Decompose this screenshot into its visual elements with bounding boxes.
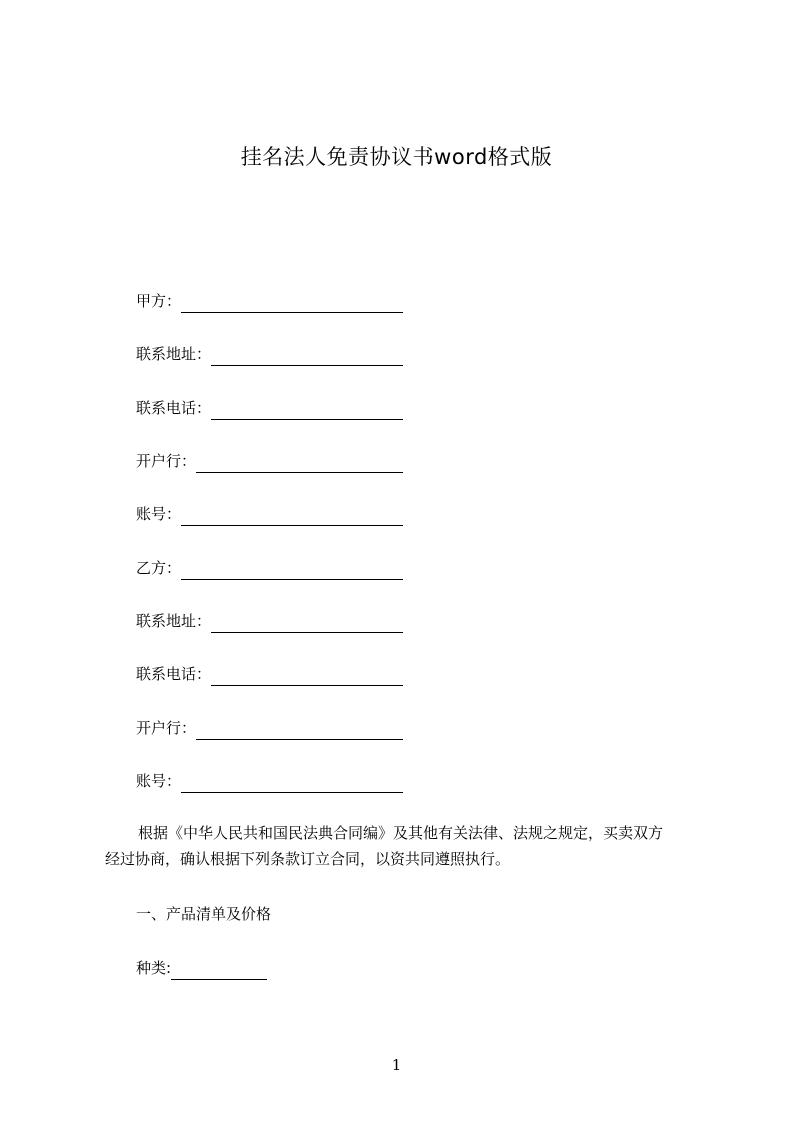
party-a-account-label: 账号： [136,505,182,523]
document-title: 挂名法人免责协议书word格式版 [240,145,553,169]
party-a-phone-blank[interactable] [211,401,403,420]
party-b-bank-label: 开户行： [136,719,197,737]
intro-line-2: 经过协商，确认根据下列条款订立合同，以资共同遵照执行。 [105,850,511,868]
party-a-account-blank[interactable] [181,507,403,526]
party-a-bank-label: 开户行： [136,452,197,470]
party-a-bank-field [136,449,403,473]
party-a-address-blank[interactable] [211,347,403,366]
party-b-phone-blank[interactable] [211,667,403,686]
party-a-phone-label: 联系电话： [136,399,212,417]
party-b-bank-blank[interactable] [196,721,403,740]
intro-line-1: 根据《中华人民共和国民法典合同编》及其他有关法律、法规之规定，买卖双方 [138,824,664,842]
party-a-address-label: 联系地址： [136,345,212,363]
page-number: 1 [391,1056,402,1074]
party-b-phone-label: 联系电话： [136,665,212,683]
party-b-account-label: 账号： [136,772,182,790]
party-a-name-label: 甲方： [136,292,182,310]
party-b-name-label: 乙方： [136,559,182,577]
party-a-address-field [136,342,403,366]
party-b-account-blank[interactable] [181,774,403,793]
party-b-address-field [136,609,403,633]
party-b-account-field [136,769,403,793]
party-a-name-blank[interactable] [181,294,403,313]
kind-blank[interactable] [171,961,267,980]
party-b-address-blank[interactable] [211,614,403,633]
section-1-heading: 一、产品清单及价格 [136,905,272,923]
kind-label: 种类: [136,959,172,977]
kind-field [136,956,267,980]
party-b-phone-field [136,662,403,686]
party-a-bank-blank[interactable] [196,454,403,473]
party-b-name-blank[interactable] [181,561,403,580]
party-a-name-field [136,289,403,313]
party-a-account-field [136,502,403,526]
intro-paragraph [105,820,725,872]
party-b-name-field [136,556,403,580]
party-b-address-label: 联系地址： [136,612,212,630]
party-a-phone-field [136,396,403,420]
party-b-bank-field [136,716,403,740]
